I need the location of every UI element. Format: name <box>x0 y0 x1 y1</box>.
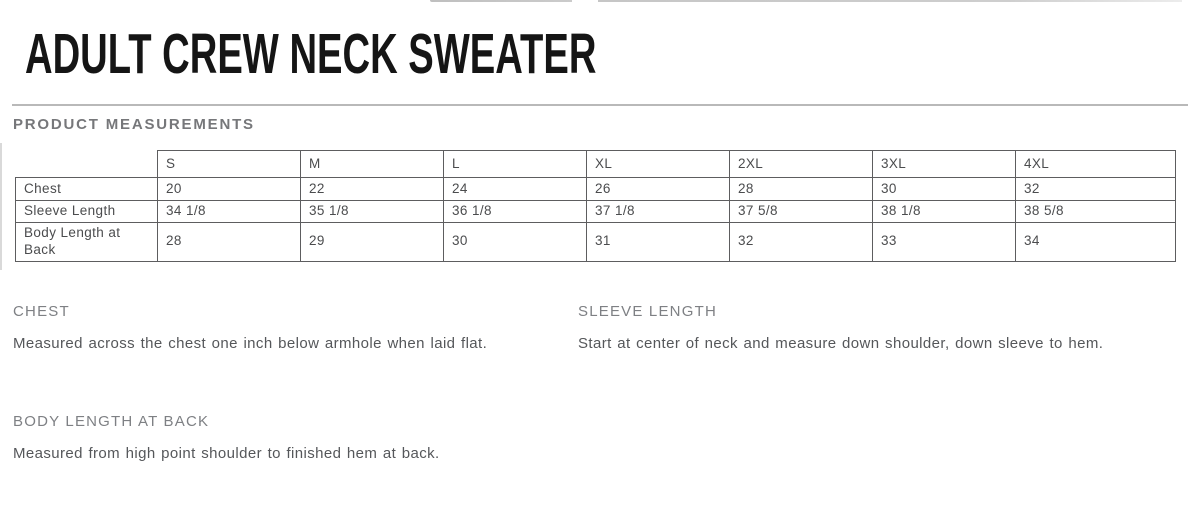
row-label: Body Length at Back <box>16 223 158 262</box>
size-col-header: 2XL <box>730 151 873 178</box>
size-header-row <box>16 151 1176 178</box>
size-value: 34 1/8 <box>158 201 301 223</box>
size-value: 38 5/8 <box>1016 201 1176 223</box>
top-edge-artifact-line <box>598 0 1182 2</box>
size-value: 35 1/8 <box>301 201 444 223</box>
size-measurements-table <box>15 150 1176 262</box>
size-value: 20 <box>158 178 301 201</box>
product-measurements-heading: PRODUCT MEASUREMENTS <box>13 116 255 133</box>
note-sleeve-length-heading: SLEEVE LENGTH <box>578 303 717 320</box>
size-value: 30 <box>444 223 587 262</box>
size-value: 38 1/8 <box>873 201 1016 223</box>
table-row-sleeve-length <box>16 201 1176 223</box>
note-chest <box>13 303 573 357</box>
size-table-container <box>15 150 1176 262</box>
size-col-header: L <box>444 151 587 178</box>
size-value: 28 <box>730 178 873 201</box>
note-body-length-at-back <box>13 413 573 467</box>
size-col-header: 4XL <box>1016 151 1176 178</box>
size-value: 30 <box>873 178 1016 201</box>
size-value: 24 <box>444 178 587 201</box>
size-value: 26 <box>587 178 730 201</box>
size-value: 28 <box>158 223 301 262</box>
note-body-length-text: Measured from high point shoulder to finished hem at back. <box>13 445 440 462</box>
size-value: 22 <box>301 178 444 201</box>
table-row-chest <box>16 178 1176 201</box>
size-value: 29 <box>301 223 444 262</box>
left-edge-artifact-line <box>0 143 2 270</box>
size-value: 34 <box>1016 223 1176 262</box>
note-body-length-heading: BODY LENGTH AT BACK <box>13 413 210 430</box>
note-sleeve-length <box>578 303 1126 357</box>
note-sleeve-length-text: Start at center of neck and measure down shoulder, down sleeve to hem. <box>578 335 1104 352</box>
size-col-header: M <box>301 151 444 178</box>
note-chest-heading: CHEST <box>13 303 70 320</box>
row-label: Sleeve Length <box>16 201 158 223</box>
table-row-body-length-at-back <box>16 223 1176 262</box>
note-chest-text: Measured across the chest one inch below armhole when laid flat. <box>13 335 488 352</box>
size-col-header: XL <box>587 151 730 178</box>
horizontal-divider <box>12 104 1188 106</box>
size-col-header: 3XL <box>873 151 1016 178</box>
size-value: 36 1/8 <box>444 201 587 223</box>
top-edge-artifact-line <box>430 0 572 2</box>
size-value: 37 1/8 <box>587 201 730 223</box>
size-col-header: S <box>158 151 301 178</box>
row-label: Chest <box>16 178 158 201</box>
table-corner-cell <box>16 151 158 178</box>
size-value: 32 <box>1016 178 1176 201</box>
page-title: ADULT CREW NECK SWEATER <box>25 22 597 86</box>
size-value: 32 <box>730 223 873 262</box>
size-value: 37 5/8 <box>730 201 873 223</box>
size-value: 31 <box>587 223 730 262</box>
size-value: 33 <box>873 223 1016 262</box>
